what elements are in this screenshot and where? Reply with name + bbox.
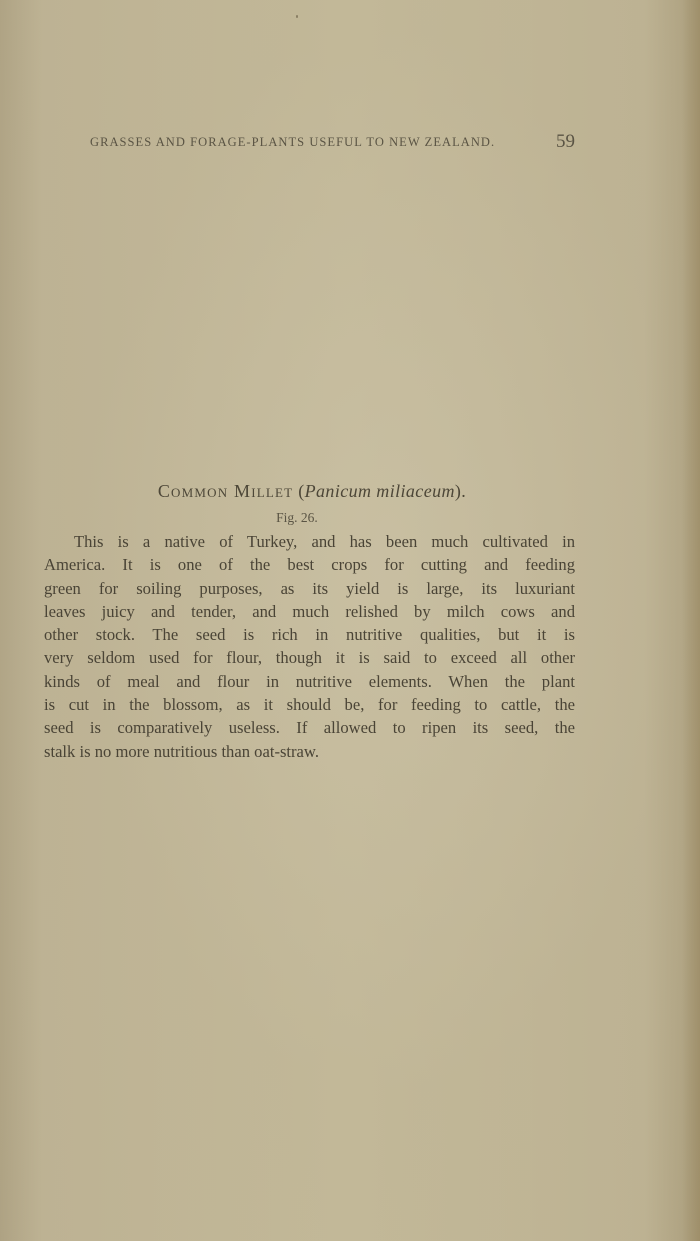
heading-open-paren: (	[298, 481, 305, 501]
page-edge-shadow	[682, 0, 700, 1241]
paragraph-line: very seldom used for flour, though it is said to exceed all other	[44, 648, 575, 668]
paragraph-line: seed is comparatively useless. If allowed to ripen its seed, the	[44, 718, 575, 738]
paragraph-line: stalk is no more nutritious than oat-straw.	[44, 741, 319, 761]
figure-label: Fig. 26.	[276, 510, 318, 525]
paragraph-line: green for soiling purposes, as its yield is large, its luxuriant	[44, 578, 575, 598]
common-name: Common Millet	[157, 481, 294, 501]
running-head-title: GRASSES AND FORAGE-PLANTS USEFUL TO NEW ZEALAND.	[90, 135, 496, 149]
running-head	[90, 131, 575, 153]
paragraph-line: This is a native of Turkey, and has been much cultivated in	[74, 532, 575, 551]
paragraph-line: kinds of meal and flour in nutritive elements. When the plant	[44, 671, 575, 691]
heading-close-paren: ).	[454, 481, 467, 501]
body-paragraph	[44, 530, 575, 763]
latin-name: Panicum miliaceum	[304, 481, 455, 501]
paragraph-line: America. It is one of the best crops for cutting and feeding	[44, 555, 575, 575]
paragraph-line: leaves juicy and tender, and much relished by milch cows and	[44, 601, 575, 621]
section-heading	[0, 481, 624, 502]
paragraph-line: is cut in the blossom, as it should be, for feeding to cattle, the	[44, 695, 575, 715]
paper-speck	[296, 15, 298, 18]
page-number: 59	[556, 131, 575, 152]
paragraph-line: other stock. The seed is rich in nutritive qualities, but it is	[44, 625, 575, 645]
